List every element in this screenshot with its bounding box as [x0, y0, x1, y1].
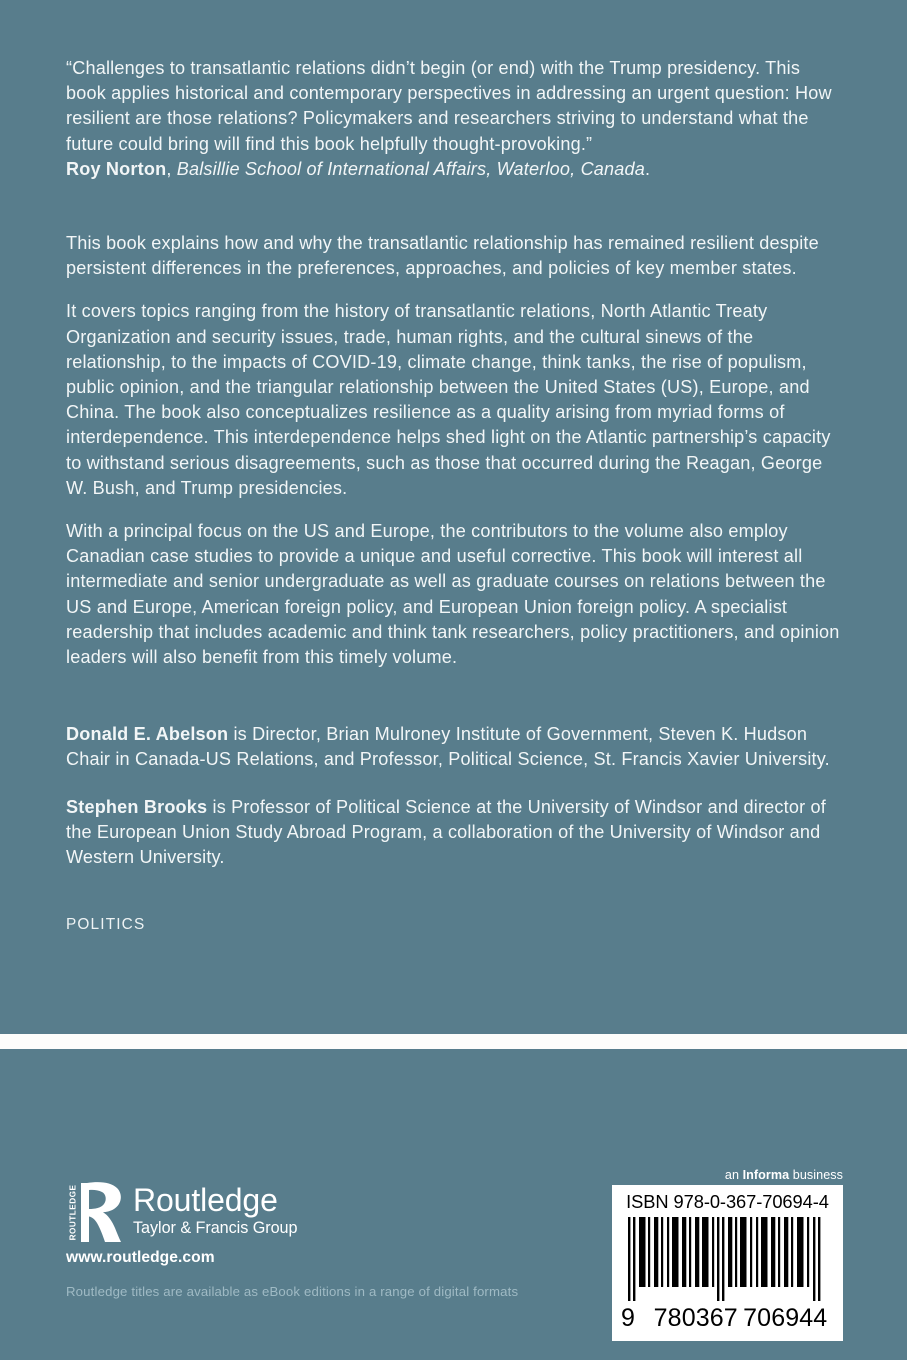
- informa-prefix: an: [724, 1168, 743, 1182]
- publisher-name: Routledge: [133, 1182, 278, 1218]
- routledge-r-mark-icon: [66, 1181, 124, 1243]
- blurb-attribution-period: .: [645, 158, 651, 179]
- barcode-digit-group-1: 780367: [653, 1304, 738, 1332]
- cover-text-content: [66, 56, 842, 934]
- blurb-attribution-separator: ,: [166, 158, 177, 179]
- author-name: Stephen Brooks: [66, 796, 208, 817]
- barcode-digit-group-2: 706944: [743, 1304, 828, 1332]
- author-bio-text: is Director, Brian Mulroney Institute of Government, Steven K. Hudson Chair in Canada-US Relations, and Professor, Political Science, St. Francis Xavier University.: [66, 724, 830, 770]
- description-paragraph: It covers topics ranging from the history of transatlantic relations, North Atlantic Treaty Organization and security issues, trade, human rights, and the cultural sinews of the relationship, to the impacts of COVID-19, climate change, think tanks, the rise of populism, public opinion, and the triangular relationship between the United States (US), Europe, and China. The book also conceptualizes resilience as a quality arising from myriad forms of interdependence. This interdependence helps shed light on the Atlantic partnership’s capacity to withstand serious disagreements, such as those that occurred during the Reagan, George W. Bush, and Trump presidencies.: [66, 301, 831, 498]
- lower-panel: [0, 1049, 907, 1360]
- routledge-logo: [66, 1181, 396, 1243]
- blurb-attribution-affiliation: Balsillie School of International Affairs, Waterloo, Canada: [176, 158, 646, 179]
- author-bio: [66, 722, 842, 772]
- blurb-attribution-name: Roy Norton: [66, 158, 167, 179]
- white-divider-band: [0, 1034, 907, 1049]
- publisher-website[interactable]: www.routledge.com: [66, 1249, 215, 1266]
- author-bio: [66, 795, 842, 871]
- barcode-bars-icon: [620, 1217, 835, 1301]
- informa-business-line: [725, 1168, 843, 1182]
- routledge-vertical-wordmark: [66, 1181, 80, 1243]
- publisher-logo-area: [66, 1181, 396, 1267]
- informa-suffix: business: [789, 1168, 843, 1182]
- author-name: Donald E. Abelson: [66, 724, 229, 745]
- author-bios-block: [66, 722, 842, 870]
- isbn-barcode-box: [612, 1185, 843, 1341]
- publisher-imprint: Taylor & Francis Group: [133, 1219, 298, 1237]
- subject-category-label: POLITICS: [66, 916, 146, 934]
- blurb-quote-text: “Challenges to transatlantic relations didn’t begin (or end) with the Trump presidency. This book applies historical and contemporary perspectives in addressing an urgent question: How resilient are those relations? Policymakers and researchers striving to understand what the future could bring will find this book helpfully thought-provoking.”: [66, 58, 832, 154]
- routledge-r-glyph-icon: [81, 1181, 124, 1243]
- routledge-wordmark: [133, 1181, 297, 1238]
- description-paragraph: This book explains how and why the transatlantic relationship has remained resilient despite persistent differences in the preferences, approaches, and policies of key member states.: [66, 233, 819, 279]
- author-bio-text: is Professor of Political Science at the University of Windsor and director of the European Union Study Abroad Program, a collaboration of the University of Windsor and Western University.: [66, 796, 826, 868]
- barcode-digits-row: [620, 1301, 835, 1331]
- ebook-availability-note: Routledge titles are available as eBook editions in a range of digital formats: [66, 1284, 519, 1299]
- informa-brand: Informa: [742, 1168, 790, 1182]
- description-block: [66, 231, 842, 670]
- description-paragraph: With a principal focus on the US and Europe, the contributors to the volume also employ Canadian case studies to provide a unique and useful corrective. This book will interest all intermediate and senior undergraduate as well as graduate courses on relations between the US and Europe, American foreign policy, and European Union foreign policy. A specialist readership that includes academic and think tank researchers, policy practitioners, and opinion leaders will also benefit from this timely volume.: [66, 521, 840, 668]
- routledge-vertical-text: ROUTLEDGE: [68, 1184, 78, 1240]
- isbn-text: ISBN 978-0-367-70694-4: [626, 1191, 829, 1212]
- endorsement-blurb: [66, 56, 842, 182]
- barcode-digit-left: 9: [621, 1304, 636, 1332]
